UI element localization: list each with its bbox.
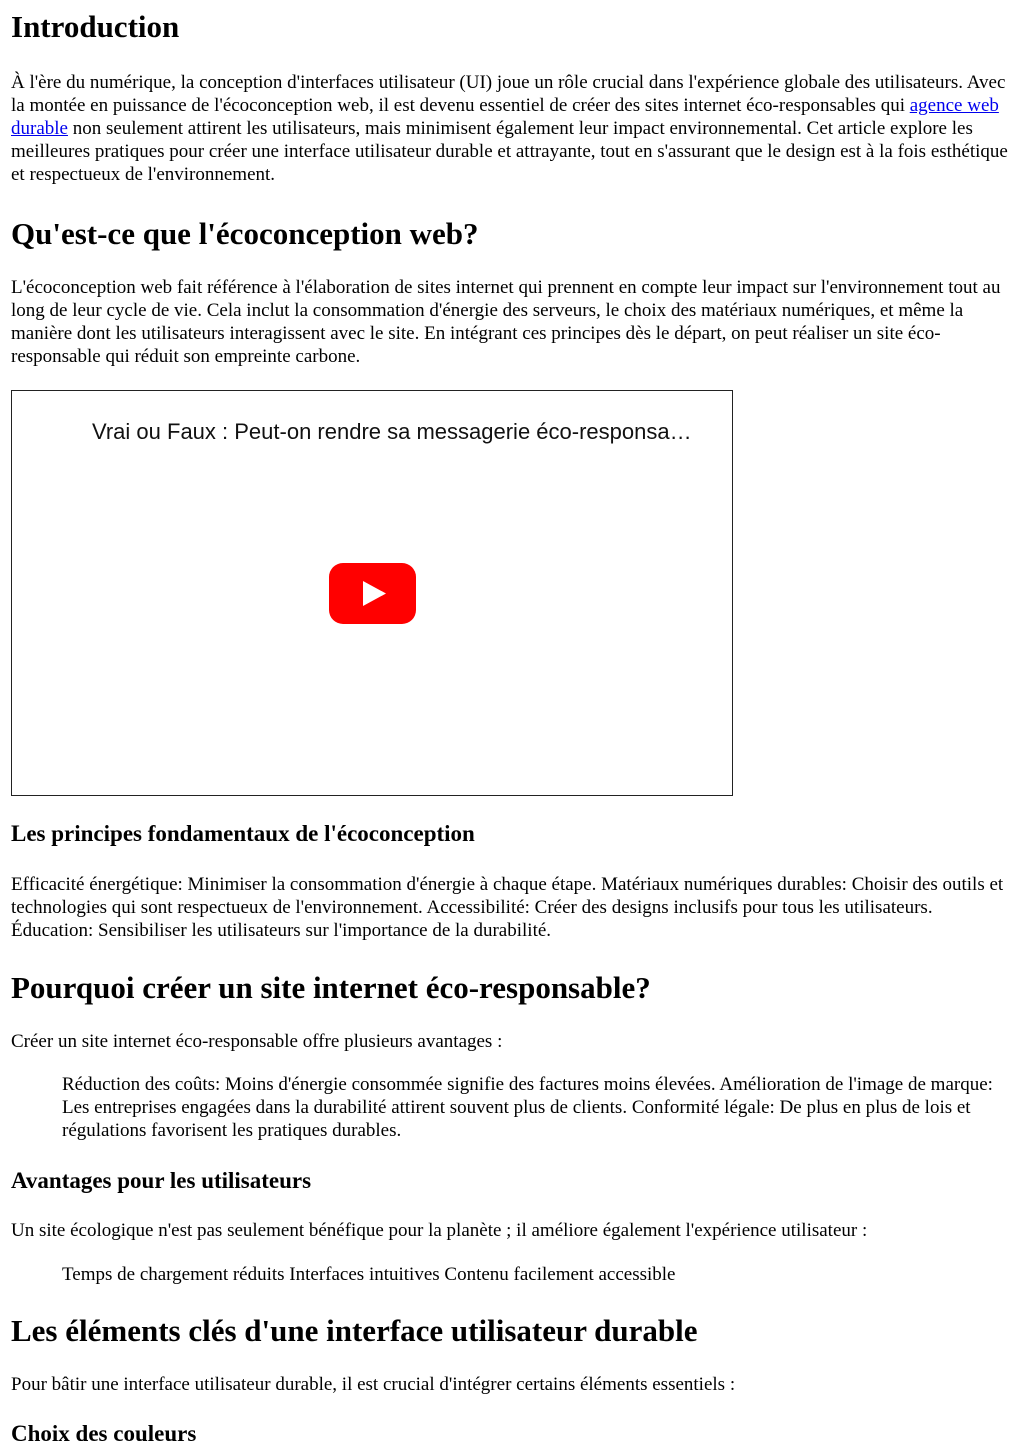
heading-color-choice: Choix des couleurs [11,1421,197,1447]
heading-key-elements: Les éléments clés d'une interface utilisateur durable [11,1312,698,1348]
play-icon[interactable] [329,563,416,624]
play-button-shape[interactable] [329,563,416,624]
paragraph-why-eco-site: Créer un site internet éco-responsable offre plusieurs avantages : [11,1031,503,1053]
link-agence-web-durable[interactable]: agence web durable [11,94,999,139]
heading-principles: Les principes fondamentaux de l'écoconception [11,821,475,847]
paragraph-user-advantages: Un site écologique n'est pas seulement bénéfique pour la planète ; il améliore également l'expérience utilisateur : [11,1219,868,1241]
intro-text-before-link: À l'ère du numérique, la conception d'interfaces utilisateur (UI) joue un rôle crucial dans l'expérience globale des utilisateurs. Avec la montée en puissance de l'écoconception web, il est devenu essentiel de créer des sites internet éco-responsables qui [11,71,1006,116]
intro-text-after-link: non seulement attirent les utilisateurs, mais minimisent également leur impact environnemental. Cet article explore les meilleures pratiques pour créer une interface utilisateur durable et attrayante, tout en s'assurant que le design est à la fois esthétique et respectueux de l'environnement. [11,117,1008,185]
paragraph-what-is-ecodesign: L'écoconception web fait référence à l'élaboration de sites internet qui prennent en compte leur impact sur l'environnement tout au long de leur cycle de vie. Cela inclut la consommation d'énergie des serveurs, le choix des matériaux numériques, et même la manière dont les utilisateurs interagissent avec le site. En intégrant ces principes dès le départ, on peut réaliser un site éco-responsable qui réduit son empreinte carbone. [11,277,1001,368]
heading-introduction: Introduction [11,9,180,44]
video-title[interactable]: Vrai ou Faux : Peut-on rendre sa messagerie éco-responsa… [92,419,692,445]
heading-what-is-ecodesign: Qu'est-ce que l'écoconception web? [11,215,479,251]
paragraph-key-elements: Pour bâtir une interface utilisateur durable, il est crucial d'intégrer certains éléments essentiels : [11,1374,736,1396]
heading-why-eco-site: Pourquoi créer un site internet éco-responsable? [11,969,651,1005]
quote-user-advantages: Temps de chargement réduits Interfaces intuitives Contenu facilement accessible [62,1263,676,1285]
article [0,9,1024,1448]
paragraph-principles: Efficacité énergétique: Minimiser la consommation d'énergie à chaque étape. Matériaux numériques durables: Choisir des outils et technologies qui sont respectueux de l'environnement. Accessibilité: Créer des designs inclusifs pour tous les utilisateurs. Éducation: Sensibiliser les utilisateurs sur l'importance de la durabilité. [11,873,1004,941]
quote-why-benefits: Réduction des coûts: Moins d'énergie consommée signifie des factures moins élevées. Amélioration de l'image de marque: Les entreprises engagées dans la durabilité attirent souvent plus de clients. Conformité légale: De plus en plus de lois et régulations favorisent les pratiques durables. [62,1074,993,1142]
video-embed[interactable] [11,390,733,796]
paragraph-introduction [11,71,1013,186]
heading-user-advantages: Avantages pour les utilisateurs [11,1168,312,1194]
